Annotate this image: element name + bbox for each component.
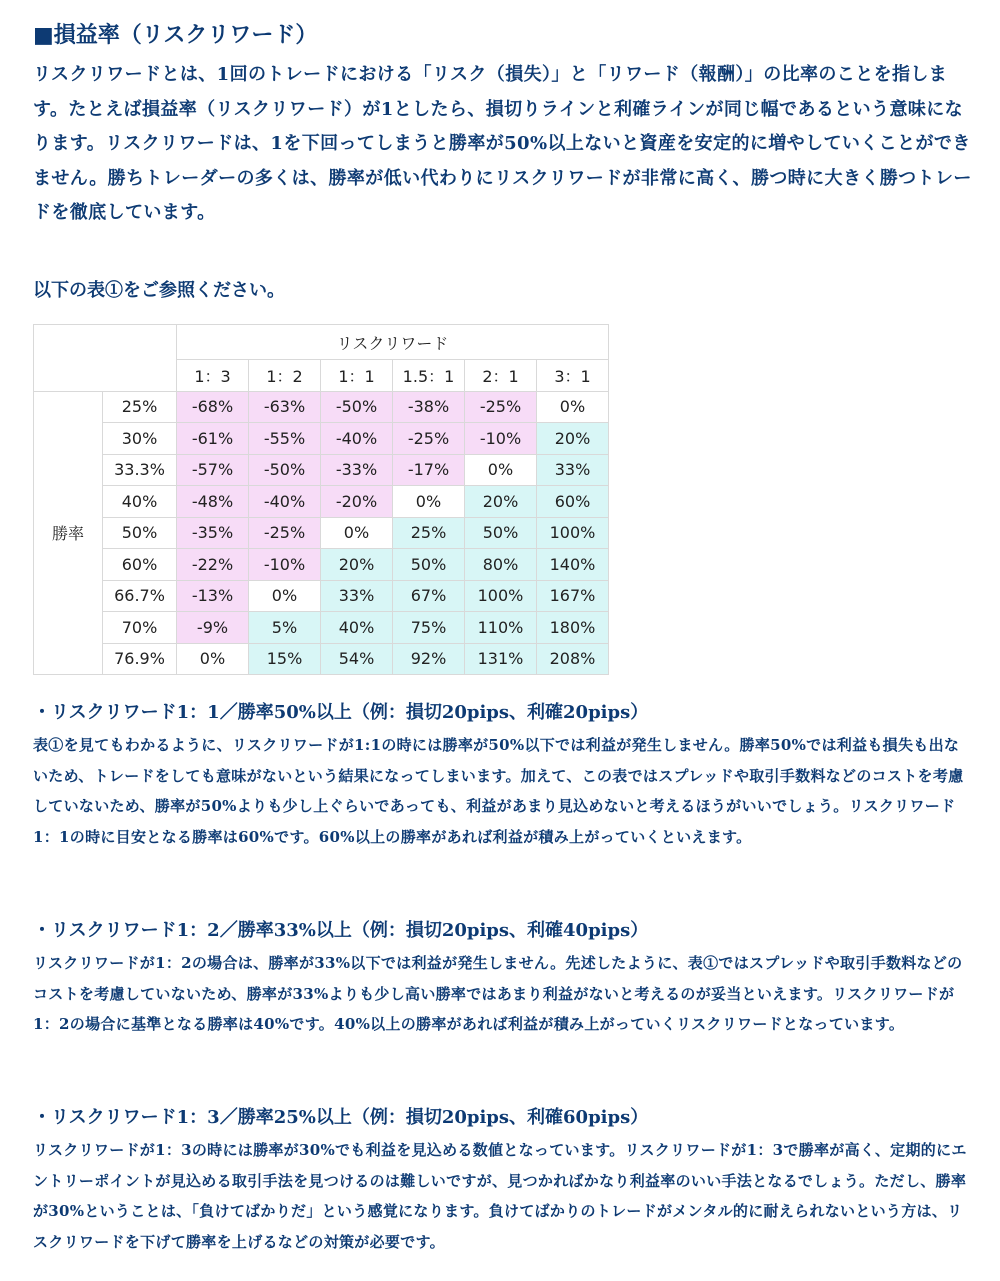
ratio-header-cell: 2：1	[465, 360, 537, 392]
risk-reward-table	[33, 324, 609, 675]
win-rate-cell: 40%	[103, 486, 177, 518]
value-cell: 5%	[249, 612, 321, 644]
value-cell: -10%	[249, 549, 321, 581]
value-cell: -10%	[465, 423, 537, 455]
section-1to2	[33, 916, 973, 1040]
value-cell: 110%	[465, 612, 537, 644]
ratio-header-cell: 1：1	[321, 360, 393, 392]
section-heading: ・リスクリワード1：3／勝率25%以上（例：損切20pips、利確60pips）	[33, 1107, 649, 1128]
value-cell: 0%	[393, 486, 465, 518]
section-heading: ・リスクリワード1：1／勝率50%以上（例：損切20pips、利確20pips）	[33, 702, 649, 723]
value-cell: 208%	[537, 643, 609, 675]
section-body: リスクリワードが1：2の場合は、勝率が33%以下では利益が発生しません。先述したように、表①ではスプレッドや取引手数料などのコストを考慮していないため、勝率が33%よりも少し高い勝率ではあまり利益がないと考えるのが妥当といえます。リスクリワードが1：2の場合に基準となる勝率は40%です。40%以上の勝率があれば利益が積み上がっていくリスクリワードとなっています。	[33, 954, 963, 1033]
value-cell: -9%	[177, 612, 249, 644]
article	[33, 18, 973, 1251]
value-cell: -50%	[321, 391, 393, 423]
value-cell: -61%	[177, 423, 249, 455]
value-cell: 131%	[465, 643, 537, 675]
value-cell: 33%	[537, 454, 609, 486]
value-cell: -13%	[177, 580, 249, 612]
value-cell: -35%	[177, 517, 249, 549]
value-cell: 167%	[537, 580, 609, 612]
table-row	[34, 643, 609, 675]
win-rate-cell: 60%	[103, 549, 177, 581]
value-cell: 54%	[321, 643, 393, 675]
value-cell: 100%	[465, 580, 537, 612]
table-row	[34, 517, 609, 549]
table-row	[34, 391, 609, 423]
value-cell: 0%	[321, 517, 393, 549]
table-row	[34, 423, 609, 455]
table-row	[34, 612, 609, 644]
win-rate-cell: 50%	[103, 517, 177, 549]
value-cell: 33%	[321, 580, 393, 612]
value-cell: -63%	[249, 391, 321, 423]
risk-reward-header: リスクリワード	[177, 325, 609, 360]
section-title: ■損益率（リスクリワード）	[33, 22, 318, 48]
win-rate-cell: 33.3%	[103, 454, 177, 486]
table-row	[34, 486, 609, 518]
intro-paragraph: リスクリワードとは、1回のトレードにおける「リスク（損失）」と「リワード（報酬）」の比率のことを指します。たとえば損益率（リスクリワード）が1としたら、損切りラインと利確ラインが同じ幅であるという意味になります。リスクリワードは、1を下回ってしまうと勝率が50%以上ないと資産を安定的に増やしていくことができません。勝ちトレーダーの多くは、勝率が低い代わりにリスクリワードが非常に高く、勝つ時に大きく勝つトレードを徹底しています。	[33, 64, 972, 223]
value-cell: 140%	[537, 549, 609, 581]
section-body: 表①を見てもわかるように、リスクリワードが1:1の時には勝率が50%以下では利益が発生しません。勝率50%では利益も損失も出ないため、トレードをしても意味がないという結果になってしまいます。加えて、この表ではスプレッドや取引手数料などのコストを考慮していないため、勝率が50%よりも少し上ぐらいであっても、利益があまり見込めないと考えるほうがいいでしょう。リスクリワード1：1の時に目安となる勝率は60%です。60%以上の勝率があれば利益が積み上がっていくといえます。	[33, 736, 964, 846]
value-cell: 180%	[537, 612, 609, 644]
value-cell: -33%	[321, 454, 393, 486]
table-row	[34, 454, 609, 486]
table-header-row	[34, 325, 609, 360]
value-cell: 80%	[465, 549, 537, 581]
value-cell: 0%	[177, 643, 249, 675]
win-rate-header: 勝率	[34, 391, 103, 675]
value-cell: -20%	[321, 486, 393, 518]
table-reference: 以下の表①をご参照ください。	[33, 280, 285, 301]
value-cell: 0%	[465, 454, 537, 486]
section-body: リスクリワードが1：3の時には勝率が30%でも利益を見込める数値となっています。リスクリワードが1：3で勝率が高く、定期的にエントリーポイントが見込める取引手法を見つけるのは難しいですが、見つかればかなり利益率のいい手法となるでしょう。ただし、勝率が30%ということは、「負けてばかりだ」という感覚になります。負けてばかりのトレードがメンタル的に耐えられないという方は、リスクリワードを下げて勝率を上げるなどの対策が必要です。	[33, 1141, 967, 1251]
value-cell: -57%	[177, 454, 249, 486]
table-row	[34, 549, 609, 581]
win-rate-cell: 76.9%	[103, 643, 177, 675]
value-cell: 20%	[537, 423, 609, 455]
value-cell: 25%	[393, 517, 465, 549]
value-cell: -40%	[321, 423, 393, 455]
value-cell: -55%	[249, 423, 321, 455]
win-rate-cell: 30%	[103, 423, 177, 455]
section-1to1	[33, 698, 973, 852]
value-cell: 60%	[537, 486, 609, 518]
value-cell: 0%	[537, 391, 609, 423]
value-cell: 75%	[393, 612, 465, 644]
ratio-header-cell: 3：1	[537, 360, 609, 392]
table-corner-cell	[34, 325, 177, 392]
value-cell: -48%	[177, 486, 249, 518]
value-cell: 0%	[249, 580, 321, 612]
value-cell: 50%	[465, 517, 537, 549]
value-cell: 20%	[321, 549, 393, 581]
section-1to3	[33, 1103, 973, 1257]
value-cell: 40%	[321, 612, 393, 644]
value-cell: -17%	[393, 454, 465, 486]
value-cell: 20%	[465, 486, 537, 518]
value-cell: -40%	[249, 486, 321, 518]
value-cell: -50%	[249, 454, 321, 486]
ratio-header-cell: 1：3	[177, 360, 249, 392]
value-cell: -68%	[177, 391, 249, 423]
value-cell: 67%	[393, 580, 465, 612]
ratio-header-cell: 1.5：1	[393, 360, 465, 392]
win-rate-cell: 70%	[103, 612, 177, 644]
value-cell: 50%	[393, 549, 465, 581]
value-cell: -25%	[393, 423, 465, 455]
value-cell: 15%	[249, 643, 321, 675]
table-row	[34, 580, 609, 612]
value-cell: -22%	[177, 549, 249, 581]
section-heading: ・リスクリワード1：2／勝率33%以上（例：損切20pips、利確40pips）	[33, 920, 649, 941]
win-rate-cell: 66.7%	[103, 580, 177, 612]
value-cell: -25%	[249, 517, 321, 549]
value-cell: 92%	[393, 643, 465, 675]
value-cell: 100%	[537, 517, 609, 549]
ratio-header-cell: 1：2	[249, 360, 321, 392]
win-rate-cell: 25%	[103, 391, 177, 423]
value-cell: -38%	[393, 391, 465, 423]
value-cell: -25%	[465, 391, 537, 423]
